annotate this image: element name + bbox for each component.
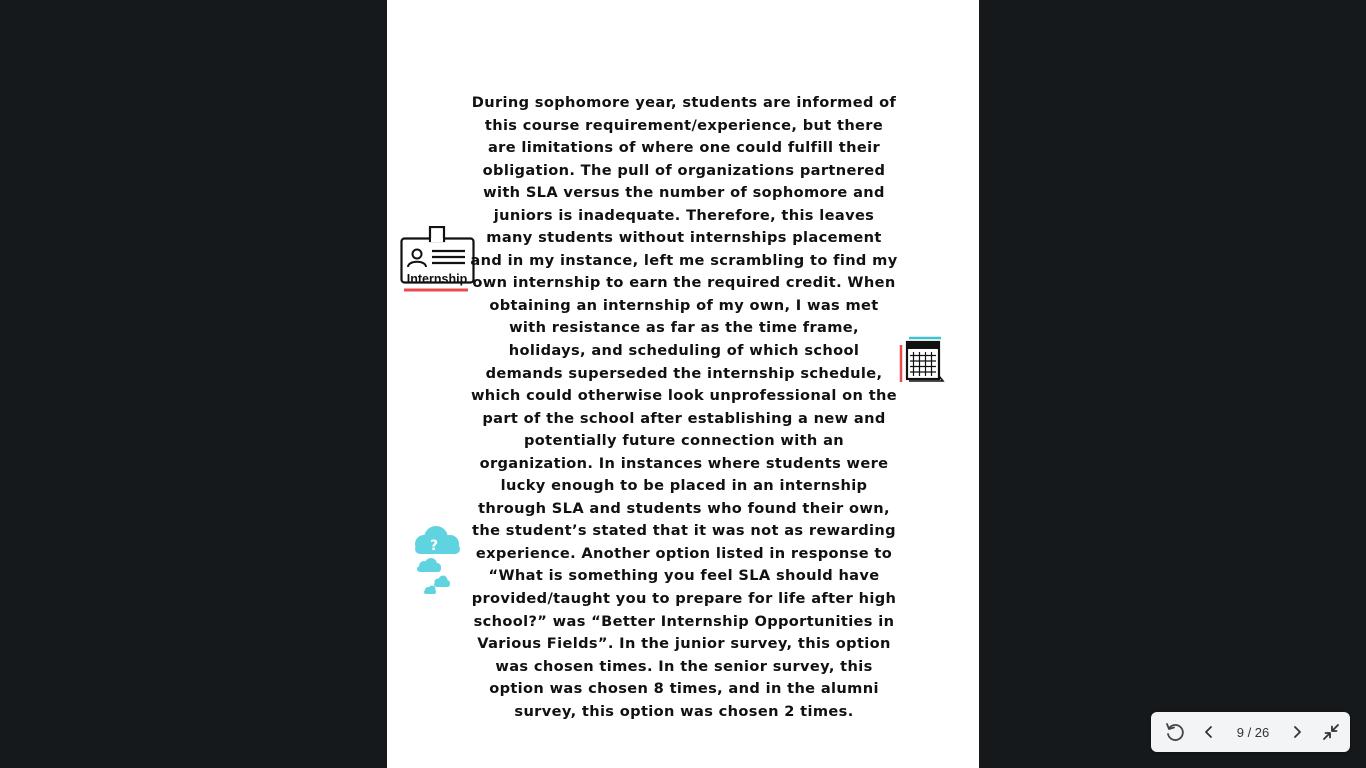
chevron-right-icon <box>1289 724 1305 740</box>
page-paragraph: During sophomore year, students are informed of this course requirement/experience, but there are limitations of where one could fulfill their obligation. The pull of organizations partnered with SLA versus the number of sophomore and juniors is inadequate. Therefore, this leaves many students without internships placement and in my instance, left me scrambling to find my own internship to earn the required credit. When obtaining an internship of my own, I was met with resistance as far as the time frame, holidays, and scheduling of which school demands superseded the internship schedule, which could otherwise look unprofessional on the part of the school after establishing a new and potentially future connection with an organization. In instances where students were lucky enough to be placed in an internship through SLA and students who found their own, the student’s stated that it was not as rewarding experience. Another option listed in response to “What is something you feel SLA should have provided/taught you to prepare for life after high school?” was “Better Internship Opportunities in Various Fields”. In the junior survey, this option was chosen times. In the senior survey, this option was chosen 8 times, and in the alumni survey, this option was chosen 2 times. <box>470 94 898 720</box>
refresh-icon[interactable] <box>1158 715 1192 749</box>
question-cloud-icon <box>412 526 464 598</box>
presentation-toolbar <box>1151 712 1350 752</box>
id-badge-icon <box>400 226 478 294</box>
internship-label: Internship <box>406 272 468 286</box>
previous-page-button[interactable] <box>1192 715 1226 749</box>
page-indicator: 9 / 26 <box>1236 724 1270 740</box>
exit-fullscreen-button[interactable] <box>1314 715 1348 749</box>
chevron-left-icon <box>1201 724 1217 740</box>
calendar-icon <box>899 336 945 384</box>
next-page-button[interactable] <box>1280 715 1314 749</box>
exit-fullscreen-icon <box>1321 722 1341 742</box>
document-page <box>387 0 979 768</box>
question-mark-glyph: ? <box>429 538 439 554</box>
